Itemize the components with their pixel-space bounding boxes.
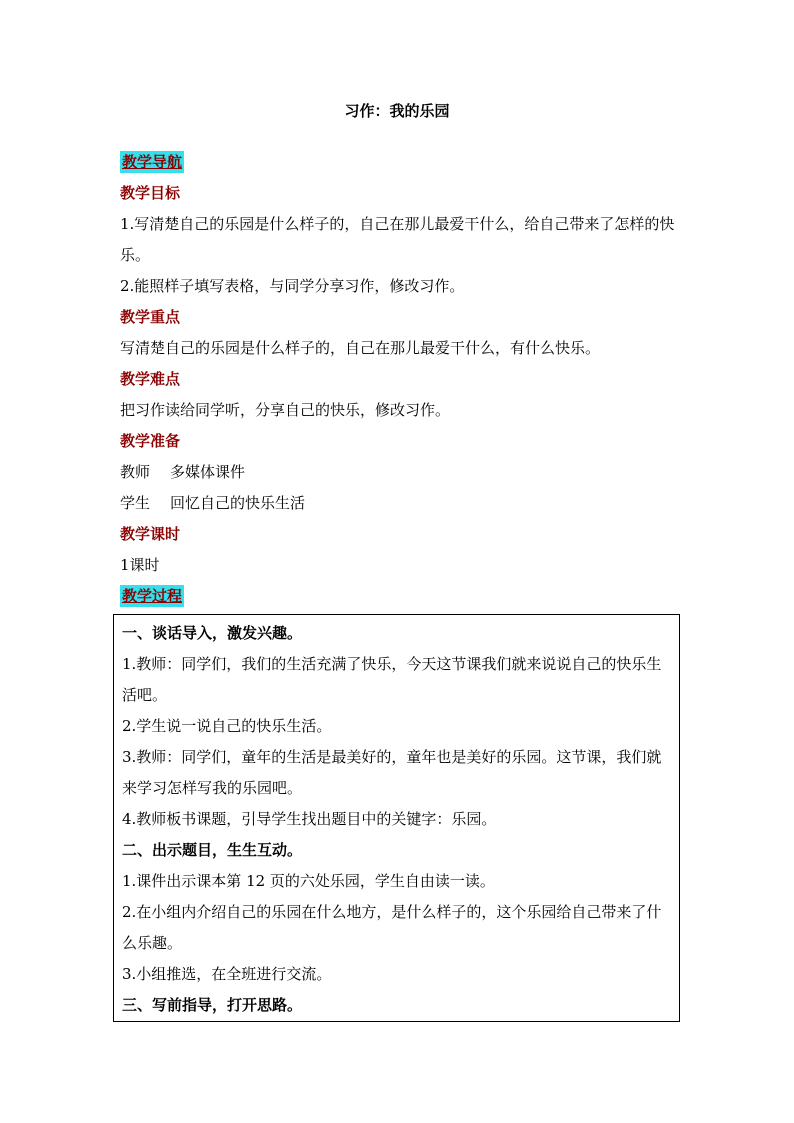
period-text: 1课时: [120, 556, 160, 574]
difficulty-text: 把习作读给同学听，分享自己的快乐，修改习作。: [120, 401, 451, 419]
section-1-item-4: 4.教师板书课题，引导学生找出题目中的关键字：乐园。: [122, 810, 497, 828]
section-2-item-1: 1.课件出示课本第 12 页的六处乐园，学生自由读一读。: [122, 872, 495, 890]
goal-1: 1.写清楚自己的乐园是什么样子的，自己在那儿最爱干什么，给自己带来了怎样的快乐。: [120, 215, 675, 264]
prep-teacher-label: 教师: [120, 463, 151, 481]
prep-teacher-row: [120, 457, 682, 488]
key-text: 写清楚自己的乐园是什么样子的，自己在那儿最爱干什么，有什么快乐。: [120, 339, 601, 357]
prep-teacher-text: 多媒体课件: [170, 463, 246, 481]
section-1-item-1: 1.教师：同学们，我们的生活充满了快乐，今天这节课我们就来说说自己的快乐生活吧。: [122, 655, 662, 704]
prep-heading: 教学准备: [120, 432, 181, 450]
process-heading-row: [120, 581, 682, 612]
section-1-item-2: 2.学生说一说自己的快乐生活。: [122, 717, 332, 735]
section-1-item-3: 3.教师：同学们，童年的生活是最美好的，童年也是美好的乐园。这节课，我们就来学习怎样写我的乐园吧。: [122, 748, 662, 797]
nav-guide-label: 教学导航: [122, 153, 183, 171]
section-2-item-3: 3.小组推选，在全班进行交流。: [122, 965, 332, 983]
difficulty-heading: 教学难点: [120, 370, 181, 388]
process-heading: 教学过程: [122, 587, 183, 605]
prep-student-text: 回忆自己的快乐生活: [170, 494, 306, 512]
section-1-title: 一、谈话导入，激发兴趣。: [122, 624, 303, 642]
nav-guide-row: [120, 147, 682, 178]
document-body: [120, 147, 682, 612]
section-2-title: 二、出示题目，生生互动。: [122, 841, 303, 859]
process-box: [113, 614, 680, 1022]
section-3-title: 三、写前指导，打开思路。: [122, 996, 303, 1014]
period-heading: 教学课时: [120, 525, 181, 543]
prep-student-label: 学生: [120, 494, 151, 512]
goal-2: 2.能照样子填写表格，与同学分享习作，修改习作。: [120, 277, 465, 295]
document-title: 习作：我的乐园: [344, 102, 450, 120]
goals-heading: 教学目标: [120, 184, 181, 202]
key-heading: 教学重点: [120, 308, 181, 326]
prep-student-row: [120, 488, 682, 519]
section-2-item-2: 2.在小组内介绍自己的乐园在什么地方，是什么样子的，这个乐园给自己带来了什么乐趣。: [122, 903, 662, 952]
